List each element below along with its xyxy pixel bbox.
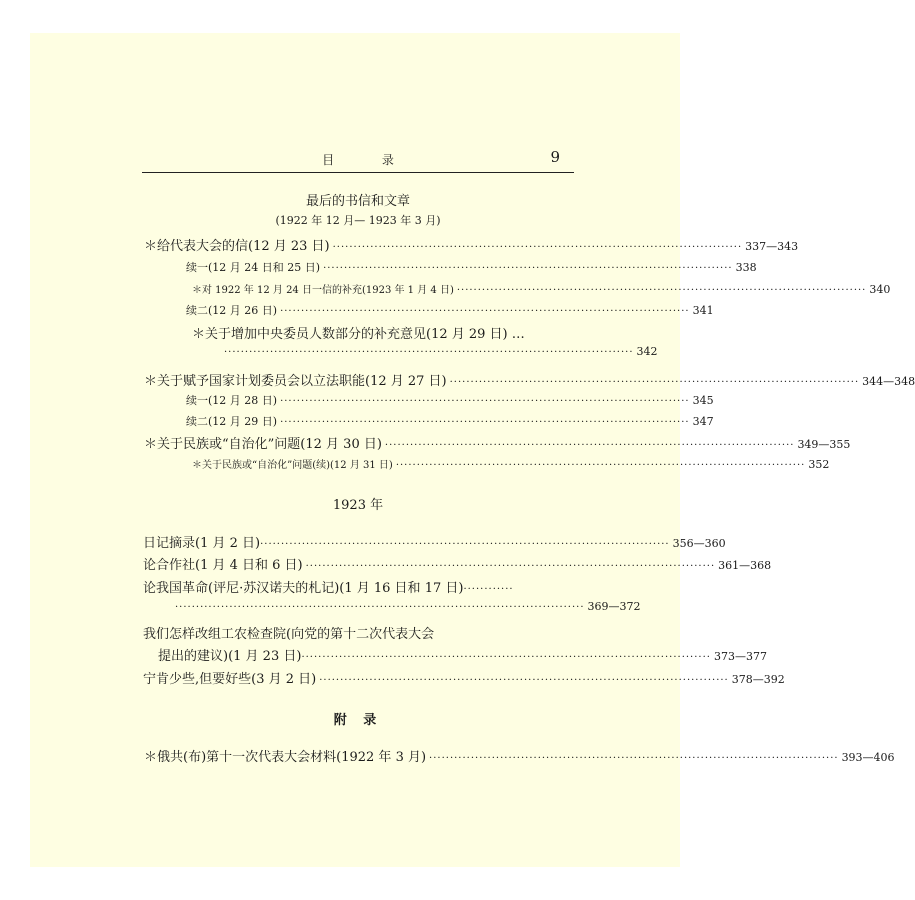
toc-entry-pages: 338 <box>735 261 757 274</box>
toc-leader-dots: ·································································································· <box>319 675 729 686</box>
toc-entry-title: ＊关于民族或“自治化”问题(12 月 30 日) <box>144 437 382 452</box>
toc-entry-pages: 345 <box>692 394 714 407</box>
toc-entry-eleventh-congress[interactable] <box>144 746 895 765</box>
toc-entry-continuation-dec-28[interactable] <box>186 392 714 408</box>
toc-entry-title: 续一(12 月 28 日) <box>186 394 278 407</box>
toc-entry-letter-to-congress[interactable] <box>144 235 799 254</box>
toc-entry-pages: 378—392 <box>731 673 785 686</box>
section-title-appendix: 附 录 <box>333 713 383 728</box>
toc-entry-pages: 356—360 <box>672 537 726 550</box>
toc-leader-dots: ·································································································· <box>280 417 690 428</box>
toc-leader-dots: ·································································································· <box>384 440 795 451</box>
toc-entry-pages: 349—355 <box>797 438 851 451</box>
toc-entry-title: 宁肯少些,但要好些(3 月 2 日) <box>143 672 317 687</box>
toc-entry-our-revolution-pages[interactable] <box>175 600 641 613</box>
toc-entry-pages: 340 <box>869 283 891 296</box>
toc-entry-cc-members-pages[interactable] <box>224 345 658 358</box>
toc-leader-dots: ·································································································· <box>429 753 839 764</box>
section-title-1923: 1923 年 <box>332 498 384 513</box>
toc-entry-title: 续二(12 月 29 日) <box>186 415 278 428</box>
toc-entry-title: 论合作社(1 月 4 日和 6 日) <box>143 558 303 573</box>
toc-leader-dots: ·································································································· <box>301 652 711 663</box>
toc-entry-cooperation[interactable] <box>143 554 772 573</box>
toc-entry-title: 日记摘录(1 月 2 日) <box>143 536 261 551</box>
toc-leader-dots: ·································································································· <box>280 306 690 317</box>
toc-entry-pages: 352 <box>808 458 830 471</box>
toc-entry-pages: 341 <box>692 304 714 317</box>
toc-entry-pages: 393—406 <box>841 751 895 764</box>
toc-entry-supplement-dec-24[interactable] <box>192 281 891 296</box>
toc-entry-pages: 369—372 <box>587 600 641 613</box>
section-title-last-writings: 最后的书信和文章 <box>305 194 410 209</box>
toc-leader-dots: ·································································································· <box>395 460 806 471</box>
toc-entry-continuation-dec-29[interactable] <box>186 413 714 429</box>
running-header <box>142 150 574 173</box>
toc-entry-title: 论我国革命(评尼·苏汉诺夫的札记)(1 月 16 日和 17 日) <box>143 581 464 596</box>
toc-leader-dots: ·································································································· <box>305 561 716 572</box>
toc-entry-rabkrin-reorganization[interactable]: 我们怎样改组工农检查院(向党的第十二次代表大会 <box>143 627 435 642</box>
toc-leader-dots: ·································································································· <box>332 242 743 253</box>
toc-leader-dots: ·································································································· <box>280 396 690 407</box>
toc-leader-dots: ·································································································· <box>323 263 733 274</box>
toc-entry-title: ＊关于民族或“自治化”问题(续)(12 月 31 日) <box>192 460 393 471</box>
toc-entry-state-planning[interactable] <box>144 370 915 389</box>
toc-entry-title: 续一(12 月 24 日和 25 日) <box>186 261 321 274</box>
toc-entry-title: ＊俄共(布)第十一次代表大会材料(1922 年 3 月) <box>144 750 427 765</box>
toc-entry-diary-extracts[interactable] <box>143 532 726 551</box>
toc-leader-dots: ·································································································· <box>224 347 634 358</box>
toc-entry-pages: 373—377 <box>713 650 767 663</box>
toc-entry-nationalities-continued[interactable] <box>192 456 830 471</box>
toc-entry-our-revolution[interactable] <box>143 577 514 596</box>
toc-leader-dots: ·································································································· <box>260 539 670 550</box>
toc-entry-better-fewer[interactable] <box>143 668 785 687</box>
toc-entry-pages: 347 <box>692 415 714 428</box>
section-subtitle-date-range: (1922 年 12 月— 1923 年 3 月) <box>275 214 441 227</box>
toc-leader-dots: ·································································································· <box>175 602 585 613</box>
toc-entry-continuation-2[interactable] <box>186 302 714 318</box>
toc-leader-dots: ············ <box>463 584 514 595</box>
toc-leader-dots: ·································································································· <box>449 377 860 388</box>
toc-entry-title: ＊给代表大会的信(12 月 23 日) <box>144 239 330 254</box>
toc-entry-title: 提出的建议)(1 月 23 日) <box>158 649 302 664</box>
toc-entry-pages: 342 <box>636 345 658 358</box>
toc-entry-pages: 361—368 <box>718 559 772 572</box>
toc-entry-pages: 344—348 <box>862 375 915 388</box>
toc-entry-rabkrin-proposal[interactable] <box>158 645 767 664</box>
toc-entry-nationalities[interactable] <box>144 433 851 452</box>
toc-entry-pages: 337—343 <box>745 240 799 253</box>
toc-entry-title: ＊对 1922 年 12 月 24 日一信的补充(1923 年 1 月 4 日) <box>192 285 454 296</box>
toc-entry-continuation-1[interactable] <box>186 259 757 275</box>
header-page-number: 9 <box>550 148 560 166</box>
toc-entry-cc-members-supplement[interactable]: ＊关于增加中央委员人数部分的补充意见(12 月 29 日) … <box>192 327 525 342</box>
toc-entry-title: ＊关于赋予国家计划委员会以立法职能(12 月 27 日) <box>144 374 447 389</box>
toc-entry-title: 续二(12 月 26 日) <box>186 304 278 317</box>
toc-leader-dots: ·································································································· <box>456 285 867 296</box>
header-title: 目 录 <box>322 153 416 167</box>
